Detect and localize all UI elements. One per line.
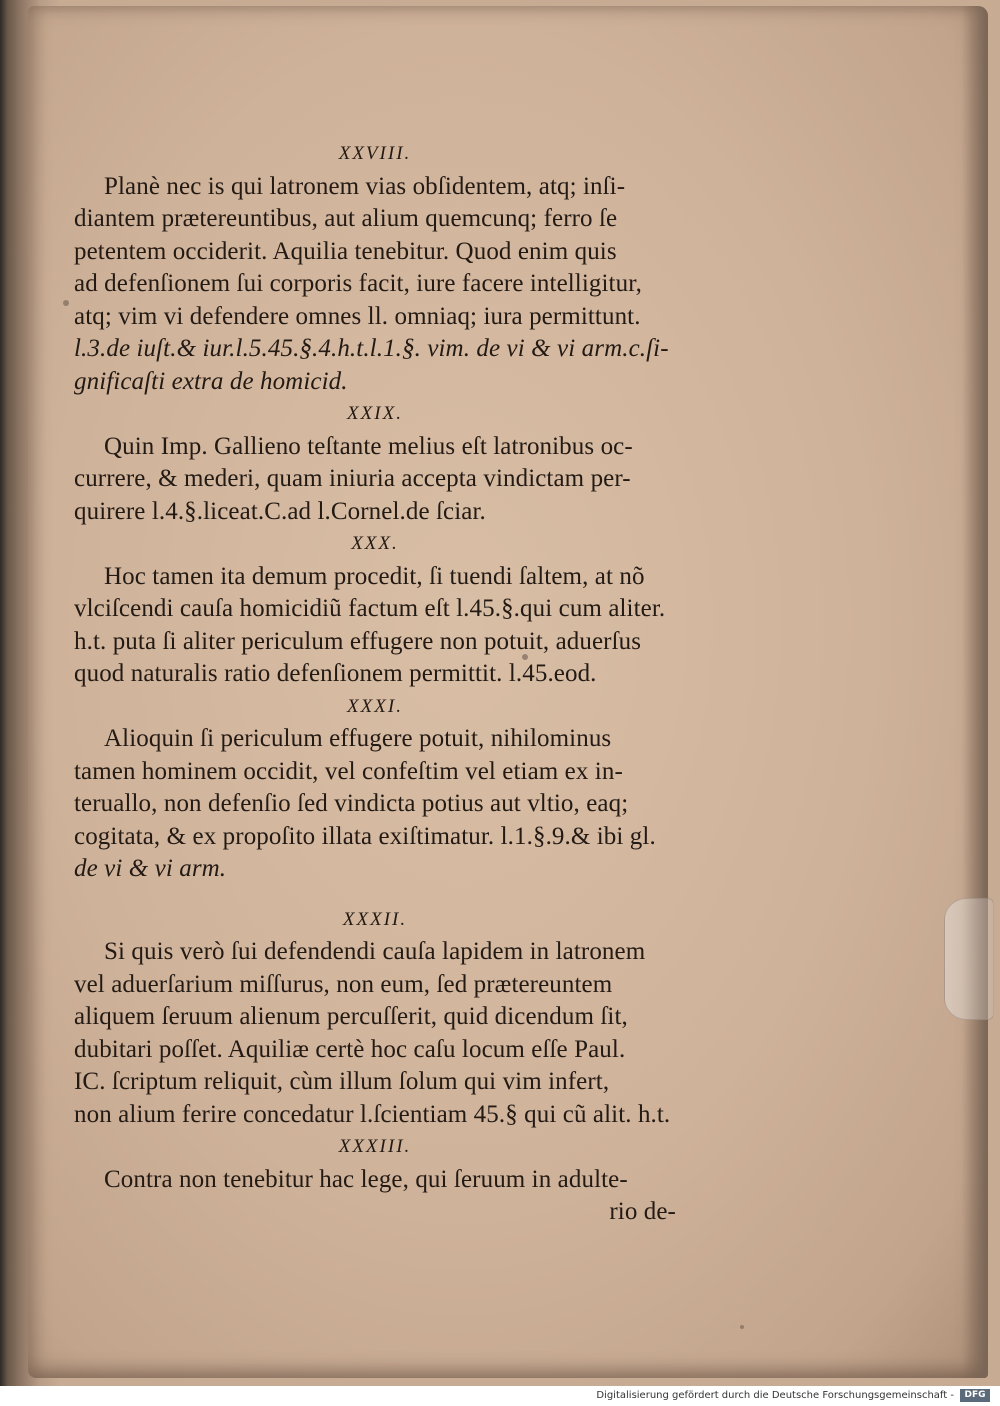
text-line: atq; vim vi defendere omnes ll. omniaq; iura permittunt. — [74, 302, 641, 330]
section-number: XXVIII. — [338, 143, 412, 164]
text-line: vel aduerſarium miſſurus, non eum, ſed prætereuntem — [74, 970, 613, 998]
text-line: Contra non tenebitur hac lege, qui ſeruum in adulte- — [104, 1165, 628, 1193]
text-line: cogitata, & ex propoſito illata exiſtimatur. l.1.§.9.& ibi gl. — [74, 822, 656, 850]
text-line: currere, & mederi, quam iniuria accepta vindictam per- — [74, 465, 631, 492]
citation-line: l.3.de iuſt.& iur.l.5.45.§.4.h.t.l.1.§. vim. de vi & vi arm.c.ſi- — [74, 335, 669, 362]
section-number: XXIX. — [347, 403, 403, 424]
page-text — [60, 138, 690, 1229]
text-line: tamen hominem occidit, vel confeſtim vel etiam ex in- — [74, 757, 623, 785]
text-line: dubitari poſſet. Aquiliæ certè hoc caſu locum eſſe Paul. — [74, 1035, 626, 1063]
catchword: rio de- — [609, 1198, 676, 1225]
section-number: XXX. — [351, 533, 399, 554]
spacer — [60, 886, 690, 904]
section-number: XXXIII. — [338, 1136, 412, 1157]
dfg-logo: DFG — [960, 1389, 990, 1402]
text-line: IC. ſcriptum reliquit, cùm illum ſolum qui vim infert, — [74, 1068, 610, 1095]
text-line: ad defenſionem ſui corporis facit, iure facere intelligitur, — [74, 270, 642, 297]
text-line: aliquem ſeruum alienum percuſſerit, quid dicendum ſit, — [74, 1003, 628, 1030]
text-line: vlciſcendi cauſa homicidiũ factum eſt l.45.§.qui cum aliter. — [74, 595, 666, 622]
text-line: non alium ferire concedatur l.ſcientiam 45.§ qui cũ alit. h.t. — [74, 1100, 671, 1128]
text-line: quirere l.4.§.liceat.C.ad l.Cornel.de ſciar. — [74, 497, 486, 525]
text-line: petentem occiderit. Aquilia tenebitur. Quod enim quis — [74, 237, 617, 265]
text-line: diantem prætereuntibus, aut alium quemcunq; ferro ſe — [74, 205, 618, 232]
text-line: Quin Imp. Gallieno teſtante melius eſt latronibus oc- — [104, 432, 633, 460]
text-line: Hoc tamen ita demum procedit, ſi tuendi ſaltem, at nõ — [104, 562, 645, 590]
digitization-footer — [0, 1386, 1000, 1406]
text-line: quod naturalis ratio defenſionem permittit. l.45.eod. — [74, 660, 597, 687]
section-number: XXXII. — [342, 908, 408, 930]
section-number: XXXI. — [347, 695, 403, 717]
page-edge-shadow — [962, 6, 988, 1378]
citation-line: de vi & vi arm. — [74, 855, 227, 882]
paper-spot — [740, 1325, 744, 1329]
text-line: Si quis verò ſui defendendi cauſa lapidem in latronem — [104, 938, 646, 965]
text-line: teruallo, non defenſio ſed vindicta potius aut vltio, eaq; — [74, 790, 629, 817]
footer-credit: Digitalisierung gefördert durch die Deutsche Forschungsgemeinschaft - — [596, 1390, 954, 1401]
citation-line: gnificaſti extra de homicid. — [74, 367, 348, 395]
text-line: Alioquin ſi periculum effugere potuit, nihilominus — [104, 725, 612, 752]
text-line: Planè nec is qui latronem vias obſidentem, atq; inſi- — [104, 172, 626, 200]
binding-clip — [944, 898, 994, 1020]
text-line: h.t. puta ſi aliter periculum effugere non potuit, aduerſus — [74, 627, 642, 655]
